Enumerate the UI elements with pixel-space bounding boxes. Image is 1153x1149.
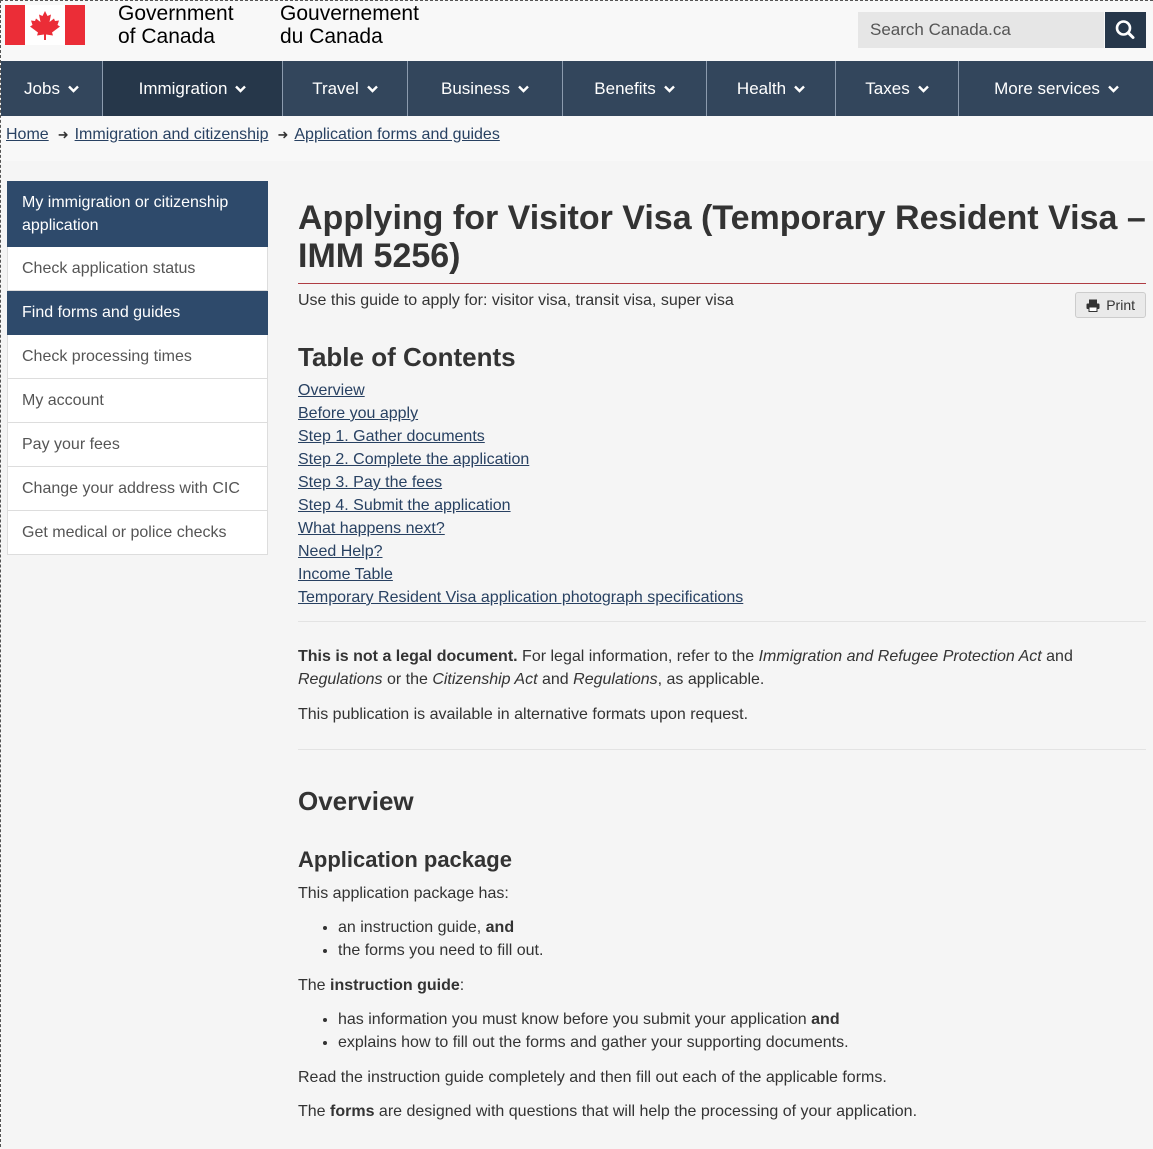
- chevron-down-icon: [1108, 85, 1119, 93]
- chevron-down-icon: [664, 85, 675, 93]
- intro-row: [298, 292, 1146, 322]
- sidebar-item-check-status[interactable]: [7, 247, 268, 291]
- package-list: [298, 916, 1146, 962]
- sidebar-item-label: Get medical or police checks: [22, 523, 227, 541]
- signature-english[interactable]: [118, 2, 234, 48]
- site-header: [1, 1, 1153, 61]
- divider: [298, 749, 1146, 750]
- sidebar-item-label: My account: [22, 391, 104, 409]
- sidebar-item-processing-times[interactable]: [7, 335, 268, 379]
- breadcrumb-link-forms-guides[interactable]: Application forms and guides: [294, 126, 500, 143]
- menu-item-label: Jobs: [24, 78, 60, 98]
- sidebar-item-my-account[interactable]: [7, 379, 268, 423]
- menu-item-label: Immigration: [138, 78, 228, 98]
- list-item-bold: and: [811, 1011, 840, 1028]
- menu-item-label: More services: [994, 78, 1100, 98]
- chevron-down-icon: [918, 85, 929, 93]
- sidebar-item-my-application[interactable]: [7, 181, 268, 247]
- toc-link-need-help[interactable]: Need Help?: [298, 543, 383, 560]
- forms-post: are designed with questions that will help the processing of your application.: [374, 1103, 918, 1120]
- legal-text: , as applicable.: [657, 671, 765, 688]
- guide-intro: [298, 974, 1146, 997]
- search-form: [858, 12, 1146, 48]
- sidebar-item-label: Change your address with CIC: [22, 479, 240, 497]
- menu-item-label: Travel: [312, 78, 359, 98]
- toc-link-step-2[interactable]: Step 2. Complete the application: [298, 451, 530, 468]
- chevron-down-icon: [367, 85, 378, 93]
- read-guide-text: Read the instruction guide completely and then fill out each of the applicable forms.: [298, 1069, 887, 1086]
- breadcrumb: [6, 126, 500, 144]
- menu-item-label: Benefits: [594, 78, 656, 98]
- guide-post: :: [459, 977, 465, 994]
- menu-item-business[interactable]: [408, 61, 563, 116]
- toc-link-income-table[interactable]: Income Table: [298, 566, 393, 583]
- menu-item-travel[interactable]: [283, 61, 408, 116]
- legal-italic: Immigration and Refugee Protection Act: [758, 648, 1042, 665]
- legal-bold: This is not a legal document.: [298, 648, 518, 665]
- print-button[interactable]: [1075, 292, 1146, 318]
- menu-item-label: Business: [441, 78, 510, 98]
- sidebar-item-label: Find forms and guides: [22, 303, 181, 321]
- printer-icon: [1086, 299, 1100, 312]
- sidebar-item-label: Pay your fees: [22, 435, 120, 453]
- breadcrumb-link-immigration[interactable]: Immigration and citizenship: [74, 126, 269, 143]
- sidebar-item-change-address[interactable]: [7, 467, 268, 511]
- forms-text: [298, 1100, 1146, 1123]
- signature-en-line2: of Canada: [118, 25, 215, 48]
- guide-bold: instruction guide: [330, 977, 460, 994]
- breadcrumb-link-home[interactable]: Home: [6, 126, 49, 143]
- signature-en-line1: Government: [118, 2, 234, 25]
- alt-formats-note: This publication is available in alternative formats upon request.: [298, 706, 749, 723]
- sidebar-nav: [7, 181, 268, 555]
- sidebar-item-find-forms[interactable]: [7, 291, 268, 335]
- legal-italic: Citizenship Act: [432, 671, 538, 688]
- guide-pre: The: [298, 977, 331, 994]
- list-item: [338, 939, 1146, 962]
- search-input[interactable]: [858, 12, 1104, 48]
- list-item: [338, 1031, 1146, 1054]
- guide-list: [298, 1008, 1146, 1054]
- legal-italic: Regulations: [573, 671, 658, 688]
- menu-item-more-services[interactable]: [959, 61, 1153, 116]
- legal-italic: Regulations: [298, 671, 383, 688]
- overview-heading: Overview: [298, 786, 414, 816]
- toc-link-before-you-apply[interactable]: Before you apply: [298, 405, 419, 422]
- chevron-down-icon: [518, 85, 529, 93]
- list-item-bold: and: [485, 919, 515, 936]
- legal-text: and: [537, 671, 574, 688]
- signature-fr-line2: du Canada: [280, 25, 383, 48]
- main-content: [298, 199, 1146, 1123]
- signature-french[interactable]: [280, 2, 419, 48]
- list-item-text: the forms you need to fill out.: [338, 942, 544, 959]
- intro-text: Use this guide to apply for: visitor visa, transit visa, super visa: [298, 292, 734, 309]
- toc-link-what-happens-next[interactable]: What happens next?: [298, 520, 445, 537]
- arrow-right-icon: ➜: [277, 127, 289, 142]
- sidebar-item-label: Check processing times: [22, 347, 192, 365]
- list-item-text: an instruction guide,: [338, 919, 486, 936]
- divider: [298, 621, 1146, 622]
- table-of-contents: [298, 379, 1146, 609]
- chevron-down-icon: [68, 85, 79, 93]
- list-item: [338, 916, 1146, 939]
- menu-item-jobs[interactable]: [1, 61, 103, 116]
- sidebar-item-pay-fees[interactable]: [7, 423, 268, 467]
- arrow-right-icon: ➜: [57, 127, 69, 142]
- chevron-down-icon: [235, 85, 246, 93]
- forms-bold: forms: [330, 1103, 375, 1120]
- toc-link-step-1[interactable]: Step 1. Gather documents: [298, 428, 485, 445]
- legal-notice: [298, 645, 1146, 691]
- sidebar-item-medical-police[interactable]: [7, 511, 268, 555]
- search-icon: [1105, 12, 1146, 48]
- menu-item-benefits[interactable]: [563, 61, 707, 116]
- toc-link-step-3[interactable]: Step 3. Pay the fees: [298, 474, 443, 491]
- toc-link-photo-specs[interactable]: Temporary Resident Visa application photograph specifications: [298, 589, 744, 606]
- legal-text: and: [1041, 648, 1073, 665]
- legal-text: or the: [382, 671, 433, 688]
- main-menu: [1, 61, 1153, 116]
- legal-text: For legal information, refer to the: [517, 648, 759, 665]
- sidebar-item-label: Check application status: [22, 259, 196, 277]
- page-title: Applying for Visitor Visa (Temporary Resident Visa – IMM 5256): [298, 199, 1146, 284]
- menu-item-taxes[interactable]: [836, 61, 959, 116]
- toc-heading: Table of Contents: [298, 342, 516, 372]
- menu-item-immigration[interactable]: [103, 61, 283, 116]
- list-item-text: has information you must know before you submit your application: [338, 1011, 812, 1028]
- menu-item-health[interactable]: [707, 61, 836, 116]
- toc-link-overview[interactable]: Overview: [298, 382, 365, 399]
- package-heading: Application package: [298, 847, 512, 872]
- print-label: Print: [1106, 297, 1135, 313]
- signature-fr-line1: Gouvernement: [280, 2, 419, 25]
- chevron-down-icon: [794, 85, 805, 93]
- package-intro: This application package has:: [298, 885, 509, 902]
- canada-flag-icon[interactable]: [5, 5, 85, 45]
- forms-pre: The: [298, 1103, 331, 1120]
- menu-item-label: Taxes: [865, 78, 910, 98]
- search-button[interactable]: [1105, 12, 1146, 48]
- list-item: [338, 1008, 1146, 1031]
- toc-link-step-4[interactable]: Step 4. Submit the application: [298, 497, 511, 514]
- list-item-text: explains how to fill out the forms and gather your supporting documents.: [338, 1034, 849, 1051]
- sidebar-item-label: My immigration or citizenship application: [22, 194, 229, 234]
- menu-item-label: Health: [736, 78, 787, 98]
